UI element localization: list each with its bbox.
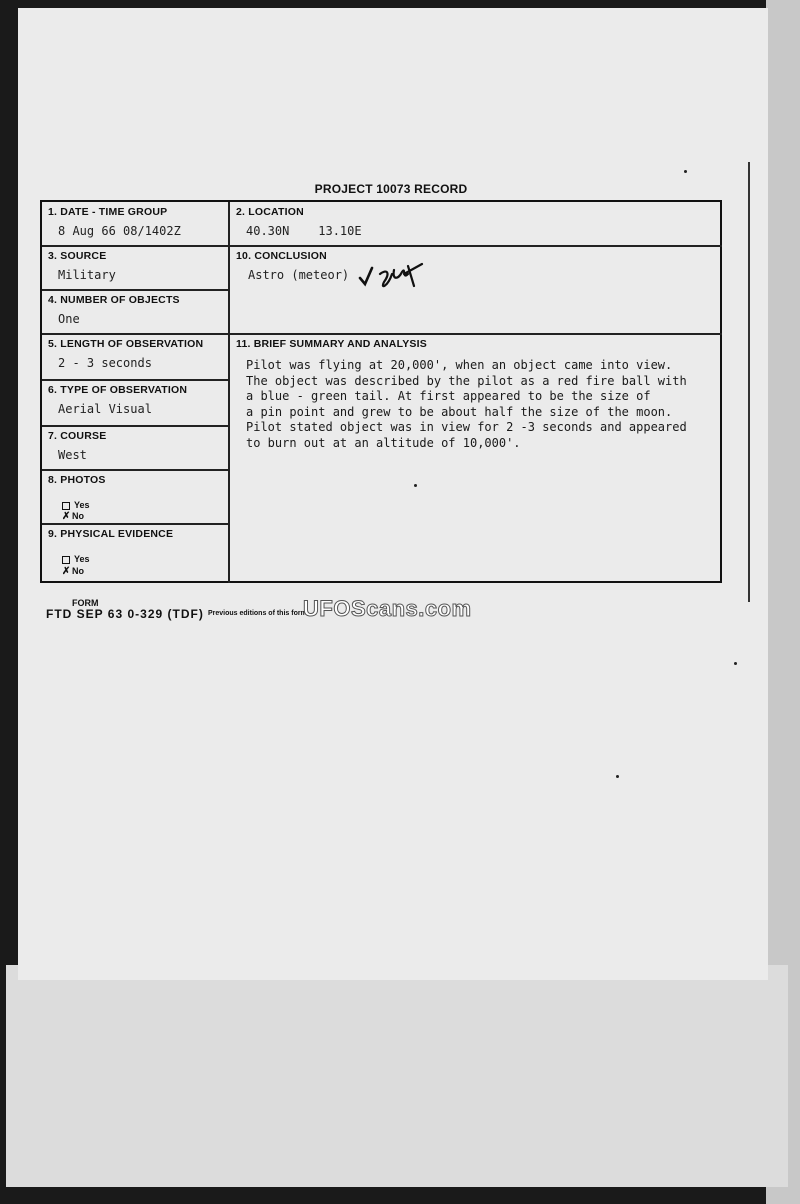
summary-line: The object was described by the pilot as a red fire ball with (246, 373, 687, 388)
type-of-observation-value: Aerial Visual (58, 402, 152, 416)
summary-label: 11. BRIEF SUMMARY AND ANALYSIS (236, 338, 427, 350)
course-value: West (58, 448, 87, 462)
type-of-observation-label: 6. TYPE OF OBSERVATION (48, 384, 188, 396)
photos-cell (42, 470, 228, 523)
location-value: 40.30N 13.10E (246, 224, 362, 238)
photos-no-option[interactable]: ✗ No (62, 511, 84, 522)
date-time-group-cell (42, 202, 228, 245)
summary-text (246, 358, 720, 452)
margin-line (748, 162, 750, 602)
summary-line: to burn out at an altitude of 10,000'. (246, 435, 521, 450)
physical-evidence-cell (42, 524, 228, 583)
conclusion-value: Astro (meteor) (248, 268, 350, 282)
number-of-objects-label: 4. NUMBER OF OBJECTS (48, 294, 180, 306)
conclusion-cell (230, 246, 722, 333)
form-code: FTD SEP 63 0-329 (TDF) (46, 607, 204, 621)
location-label: 2. LOCATION (236, 206, 304, 218)
number-of-objects-cell (42, 290, 228, 333)
source-value: Military (58, 268, 116, 282)
summary-line: Pilot was flying at 20,000', when an object came into view. (246, 358, 673, 372)
form-label: FORM (72, 598, 99, 608)
location-cell (230, 202, 722, 245)
number-of-objects-value: One (58, 312, 80, 326)
photos-label: 8. PHOTOS (48, 474, 106, 486)
type-of-observation-cell (42, 380, 228, 425)
source-cell (42, 246, 228, 289)
physical-evidence-label: 9. PHYSICAL EVIDENCE (48, 528, 174, 540)
record-title: PROJECT 10073 RECORD (314, 182, 468, 196)
handwritten-checkmark-initials (358, 260, 430, 294)
checkbox-icon (62, 556, 70, 564)
physical-evidence-yes-option[interactable]: Yes (62, 554, 90, 564)
x-mark-icon: ✗ (62, 511, 71, 522)
speck (734, 662, 737, 665)
date-time-group-value: 8 Aug 66 08/1402Z (58, 224, 181, 238)
speck (684, 170, 687, 173)
x-mark-icon: ✗ (62, 566, 71, 577)
underlying-sheet (6, 965, 788, 1187)
conclusion-label: 10. CONCLUSION (236, 250, 327, 262)
watermark: UFOScans.com (303, 596, 472, 621)
summary-line: a pin point and grew to be about half the size of the moon. (246, 404, 673, 419)
speck (616, 775, 619, 778)
physical-evidence-no-option[interactable]: ✗ No (62, 566, 84, 577)
photos-yes-option[interactable]: Yes (62, 500, 90, 510)
summary-line: a blue - green tail. At first appeared to be the size of (246, 389, 651, 404)
date-time-group-label: 1. DATE - TIME GROUP (48, 206, 168, 218)
course-cell (42, 426, 228, 469)
course-label: 7. COURSE (48, 430, 107, 442)
length-of-observation-cell (42, 334, 228, 379)
source-label: 3. SOURCE (48, 250, 107, 262)
length-of-observation-value: 2 - 3 seconds (58, 356, 152, 370)
length-of-observation-label: 5. LENGTH OF OBSERVATION (48, 338, 204, 350)
previous-editions-note: Previous editions of this form (208, 610, 307, 617)
checkbox-icon (62, 502, 70, 510)
summary-line: Pilot stated object was in view for 2 -3 seconds and appeared (246, 420, 687, 435)
